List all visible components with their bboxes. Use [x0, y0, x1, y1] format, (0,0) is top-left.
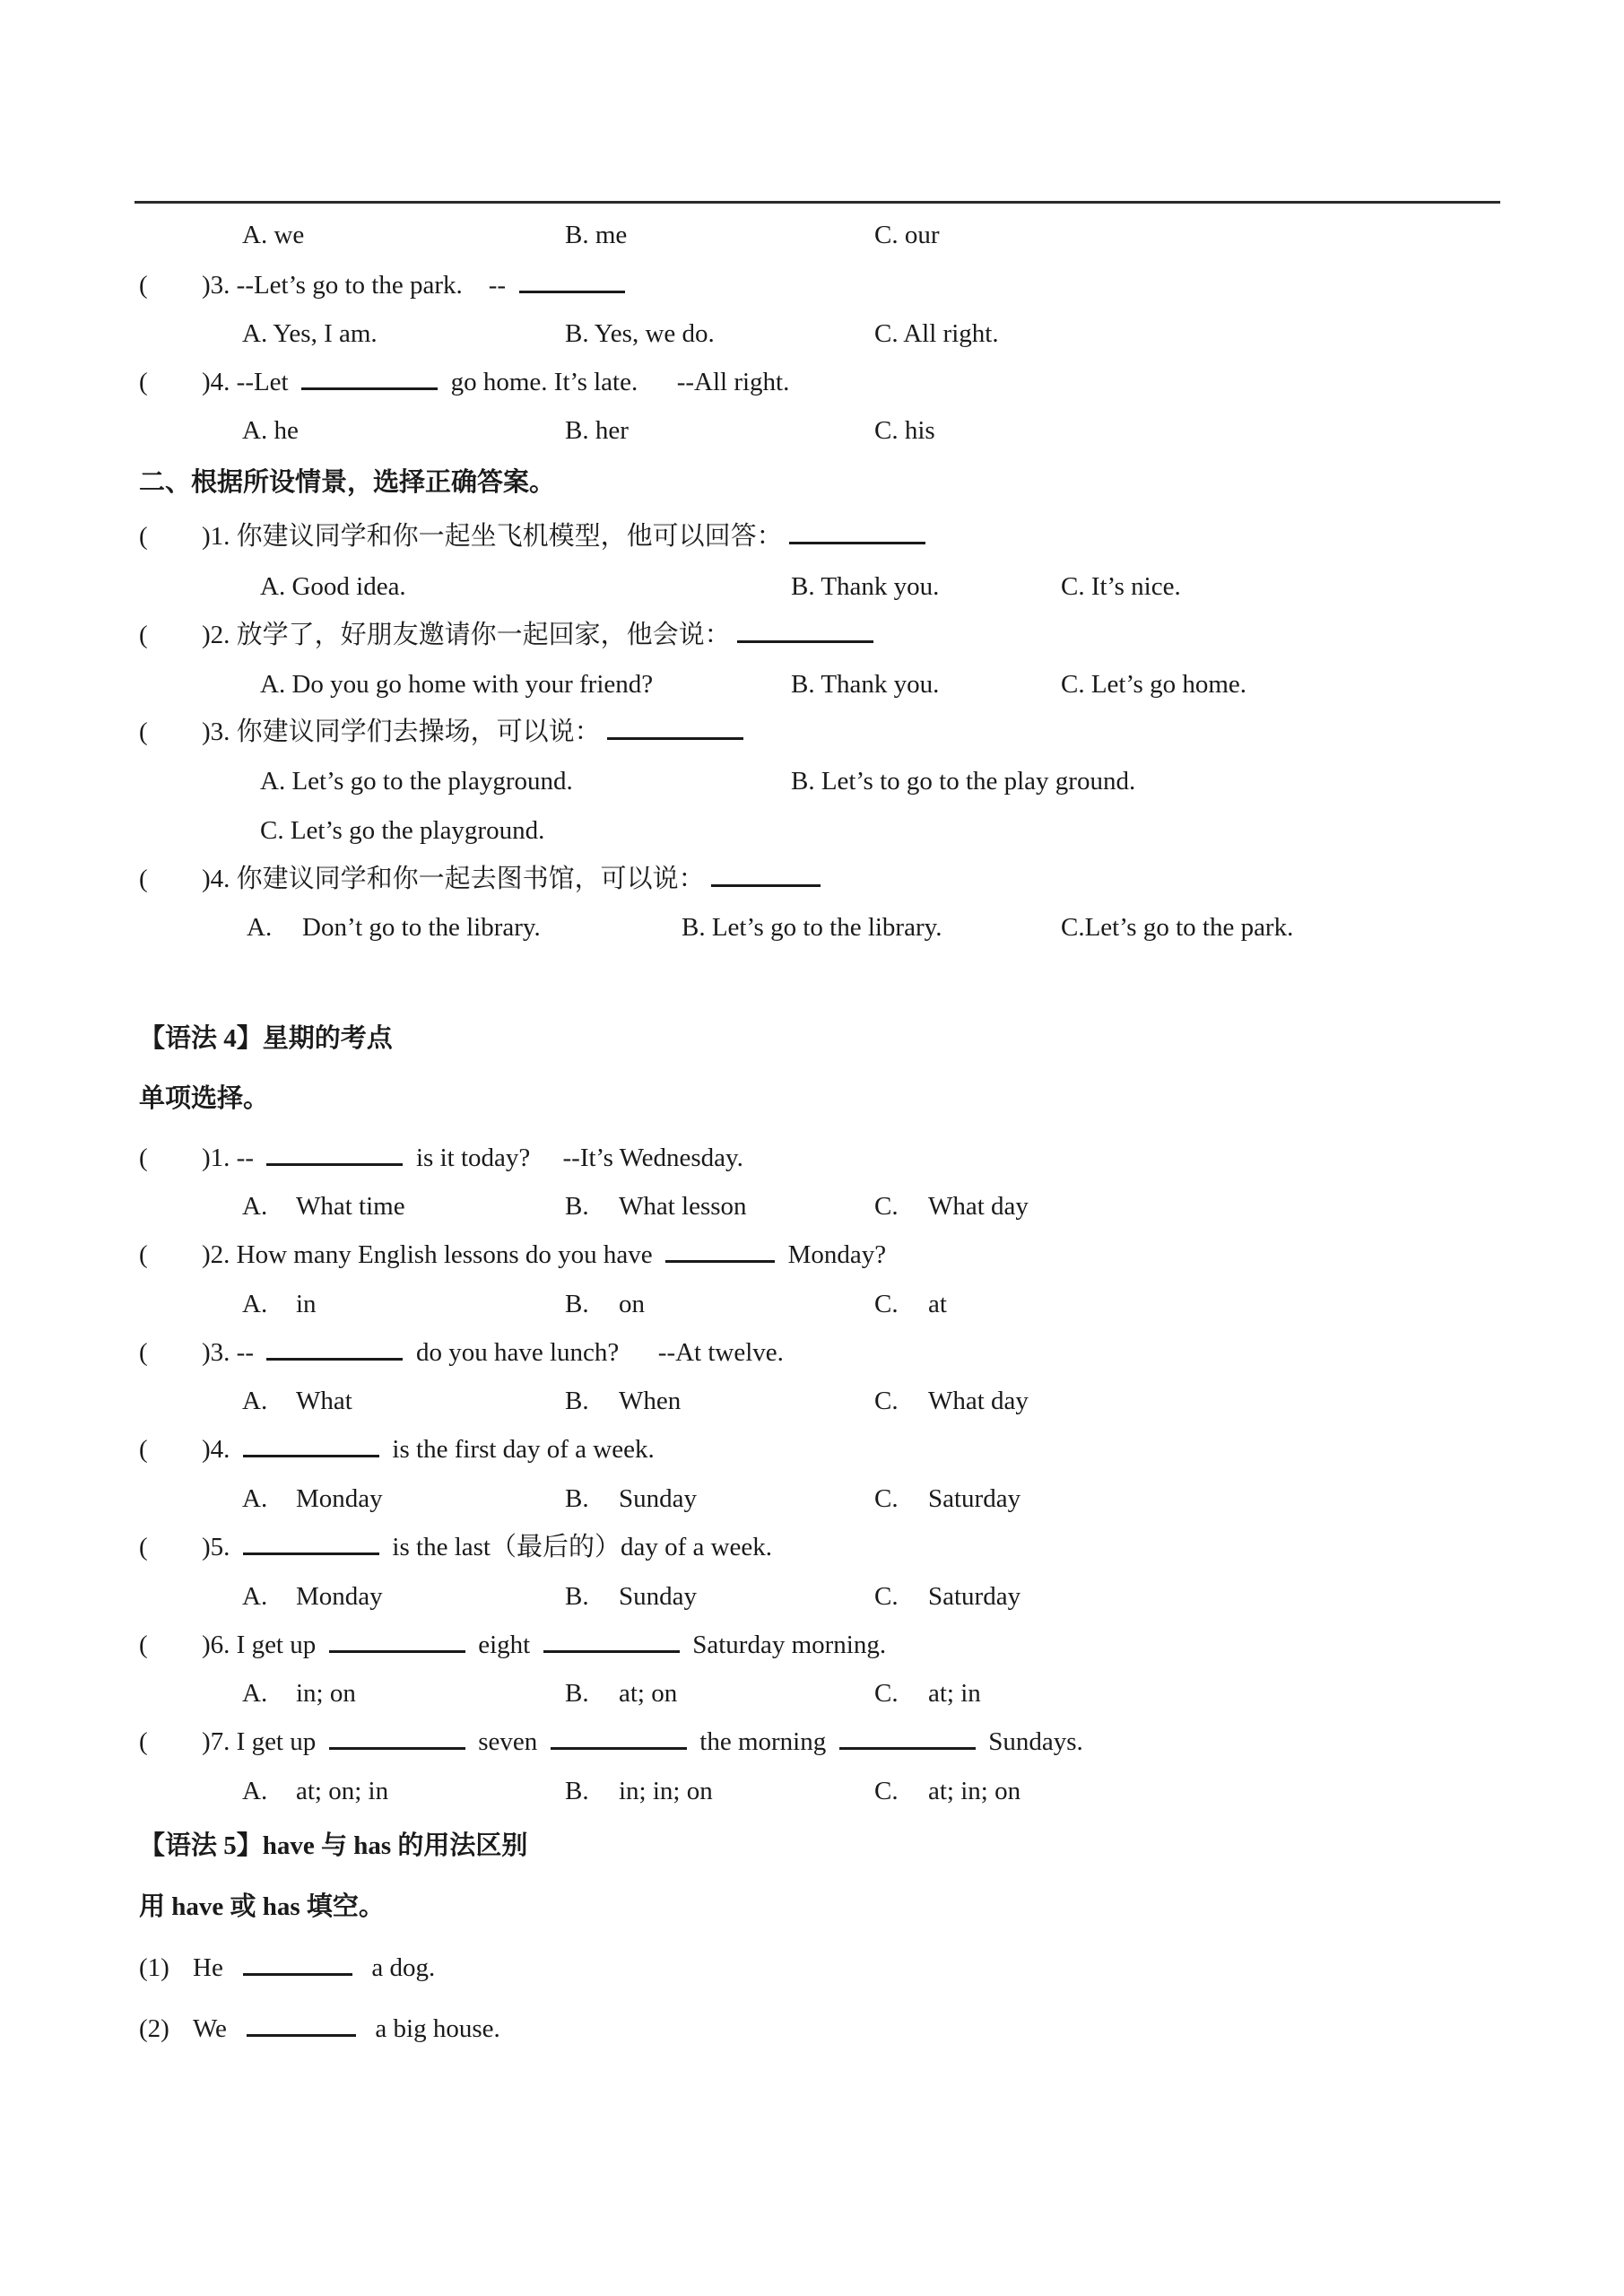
blank	[243, 1552, 379, 1555]
opt-c-letter: C.	[874, 1387, 899, 1415]
opt-b-letter: B.	[565, 1679, 589, 1708]
opt-a-letter: A.	[242, 1387, 268, 1415]
grammar-5-heading: 【语法 5】have 与 has 的用法区别	[139, 1831, 528, 1860]
opt-b-letter: B.	[565, 1777, 589, 1805]
answer-paren: (	[139, 718, 148, 746]
blank	[266, 1358, 403, 1361]
opt-c: C.Let’s go to the park.	[1061, 913, 1294, 942]
opt-b: Sunday	[619, 1484, 697, 1513]
opt-a: at; on; in	[296, 1777, 389, 1805]
blank	[711, 884, 821, 887]
opt-a: in	[296, 1290, 317, 1318]
opt-c: Saturday	[928, 1582, 1021, 1611]
answer-paren: (	[139, 1338, 148, 1367]
opt-a: A. we	[242, 221, 305, 249]
opt-b: B. her	[565, 416, 629, 445]
opt-c: at	[928, 1290, 947, 1318]
fill-item: He a dog.	[193, 1953, 436, 1982]
answer-paren: (	[139, 1631, 148, 1659]
opt-c: What day	[928, 1387, 1029, 1415]
blank	[607, 737, 743, 740]
opt-a: What time	[296, 1192, 405, 1221]
question: )3. --Let’s go to the park. --	[202, 269, 625, 301]
opt-a: A. Do you go home with your friend?	[260, 670, 654, 699]
question: )4. 你建议同学和你一起去图书馆，可以说：	[202, 863, 821, 895]
opt-c: C. Let’s go the playground.	[260, 816, 545, 845]
opt-a: in; on	[296, 1679, 356, 1708]
opt-b: in; in; on	[619, 1777, 713, 1805]
answer-paren: (	[139, 1727, 148, 1756]
opt-c: Saturday	[928, 1484, 1021, 1513]
opt-c-letter: C.	[874, 1484, 899, 1513]
grammar-5-sub: 用 have 或 has 填空。	[139, 1892, 385, 1921]
blank	[737, 640, 873, 643]
fill-item: We a big house.	[193, 2014, 500, 2043]
question: )2. 放学了，好朋友邀请你一起回家，他会说：	[202, 619, 873, 651]
opt-c: at; in	[928, 1679, 981, 1708]
opt-b-letter: B.	[565, 1484, 589, 1513]
opt-b: B. me	[565, 221, 628, 249]
opt-a: A. Good idea.	[260, 572, 406, 601]
grammar-4-heading: 【语法 4】星期的考点	[139, 1024, 393, 1053]
opt-c-letter: C.	[874, 1192, 899, 1221]
question: )4. --Let go home. It’s late. --All right.	[202, 368, 790, 396]
answer-paren: (	[139, 621, 148, 649]
item-number: (2)	[139, 2014, 169, 2043]
answer-paren: (	[139, 271, 148, 300]
blank	[329, 1747, 465, 1750]
opt-c-letter: C.	[874, 1679, 899, 1708]
opt-c: C. All right.	[874, 319, 999, 348]
opt-c: C. his	[874, 416, 935, 445]
opt-b: B. Let’s go to the library.	[682, 913, 942, 942]
opt-a-letter: A.	[242, 1777, 268, 1805]
opt-b-letter: B.	[565, 1582, 589, 1611]
blank	[665, 1260, 775, 1263]
question: )2. How many English lessons do you have Monday?	[202, 1240, 887, 1269]
blank	[543, 1650, 680, 1653]
question: )3. 你建议同学们去操场，可以说：	[202, 716, 743, 748]
answer-paren: (	[139, 1435, 148, 1464]
opt-b: Sunday	[619, 1582, 697, 1611]
section-title: 二、根据所设情景，选择正确答案。	[139, 468, 556, 497]
opt-c: C. Let’s go home.	[1061, 670, 1247, 699]
opt-b: When	[619, 1387, 682, 1415]
question: )3. -- do you have lunch? --At twelve.	[202, 1338, 784, 1367]
blank	[243, 1455, 379, 1457]
opt-b-letter: B.	[565, 1290, 589, 1318]
opt-a: A. he	[242, 416, 299, 445]
top-rule	[135, 201, 1500, 204]
answer-paren: (	[139, 1533, 148, 1561]
opt-b-letter: B.	[565, 1192, 589, 1221]
answer-paren: (	[139, 1144, 148, 1172]
opt-c: C. our	[874, 221, 940, 249]
item-number: (1)	[139, 1953, 169, 1982]
question: )1. -- is it today? --It’s Wednesday.	[202, 1144, 743, 1172]
opt-b: on	[619, 1290, 645, 1318]
blank	[247, 2034, 356, 2037]
question: )1. 你建议同学和你一起坐飞机模型，他可以回答：	[202, 520, 925, 552]
opt-b: What lesson	[619, 1192, 747, 1221]
opt-a-letter: A.	[247, 913, 273, 942]
answer-paren: (	[139, 865, 148, 893]
opt-a: Monday	[296, 1484, 383, 1513]
opt-a: What	[296, 1387, 352, 1415]
blank	[329, 1650, 465, 1653]
opt-b-letter: B.	[565, 1387, 589, 1415]
opt-a: A. Let’s go to the playground.	[260, 767, 573, 796]
question: )6. I get up eight Saturday morning.	[202, 1631, 887, 1659]
opt-c-letter: C.	[874, 1777, 899, 1805]
answer-paren: (	[139, 522, 148, 551]
opt-a-letter: A.	[242, 1192, 268, 1221]
question: )4. is the first day of a week.	[202, 1435, 655, 1464]
blank	[551, 1747, 687, 1750]
opt-c-letter: C.	[874, 1290, 899, 1318]
answer-paren: (	[139, 368, 148, 396]
opt-c-letter: C.	[874, 1582, 899, 1611]
opt-a-letter: A.	[242, 1582, 268, 1611]
blank	[243, 1973, 352, 1976]
blank	[789, 542, 925, 544]
opt-b: at; on	[619, 1679, 678, 1708]
answer-paren: (	[139, 1240, 148, 1269]
question: )5. is the last（最后的）day of a week.	[202, 1533, 773, 1561]
opt-a: Don’t go to the library.	[302, 913, 541, 942]
grammar-4-sub: 单项选择。	[139, 1084, 270, 1113]
opt-a: Monday	[296, 1582, 383, 1611]
opt-a: A. Yes, I am.	[242, 319, 378, 348]
opt-a-letter: A.	[242, 1290, 268, 1318]
opt-b: B. Thank you.	[791, 670, 940, 699]
opt-c: C. It’s nice.	[1061, 572, 1181, 601]
blank	[301, 387, 438, 390]
opt-b: B. Thank you.	[791, 572, 940, 601]
blank	[519, 291, 625, 293]
blank	[266, 1163, 403, 1166]
opt-a-letter: A.	[242, 1484, 268, 1513]
opt-b: B. Let’s to go to the play ground.	[791, 767, 1136, 796]
opt-a-letter: A.	[242, 1679, 268, 1708]
opt-c: What day	[928, 1192, 1029, 1221]
opt-c: at; in; on	[928, 1777, 1021, 1805]
question: )7. I get up seven the morning Sundays.	[202, 1727, 1083, 1756]
blank	[839, 1747, 976, 1750]
opt-b: B. Yes, we do.	[565, 319, 715, 348]
